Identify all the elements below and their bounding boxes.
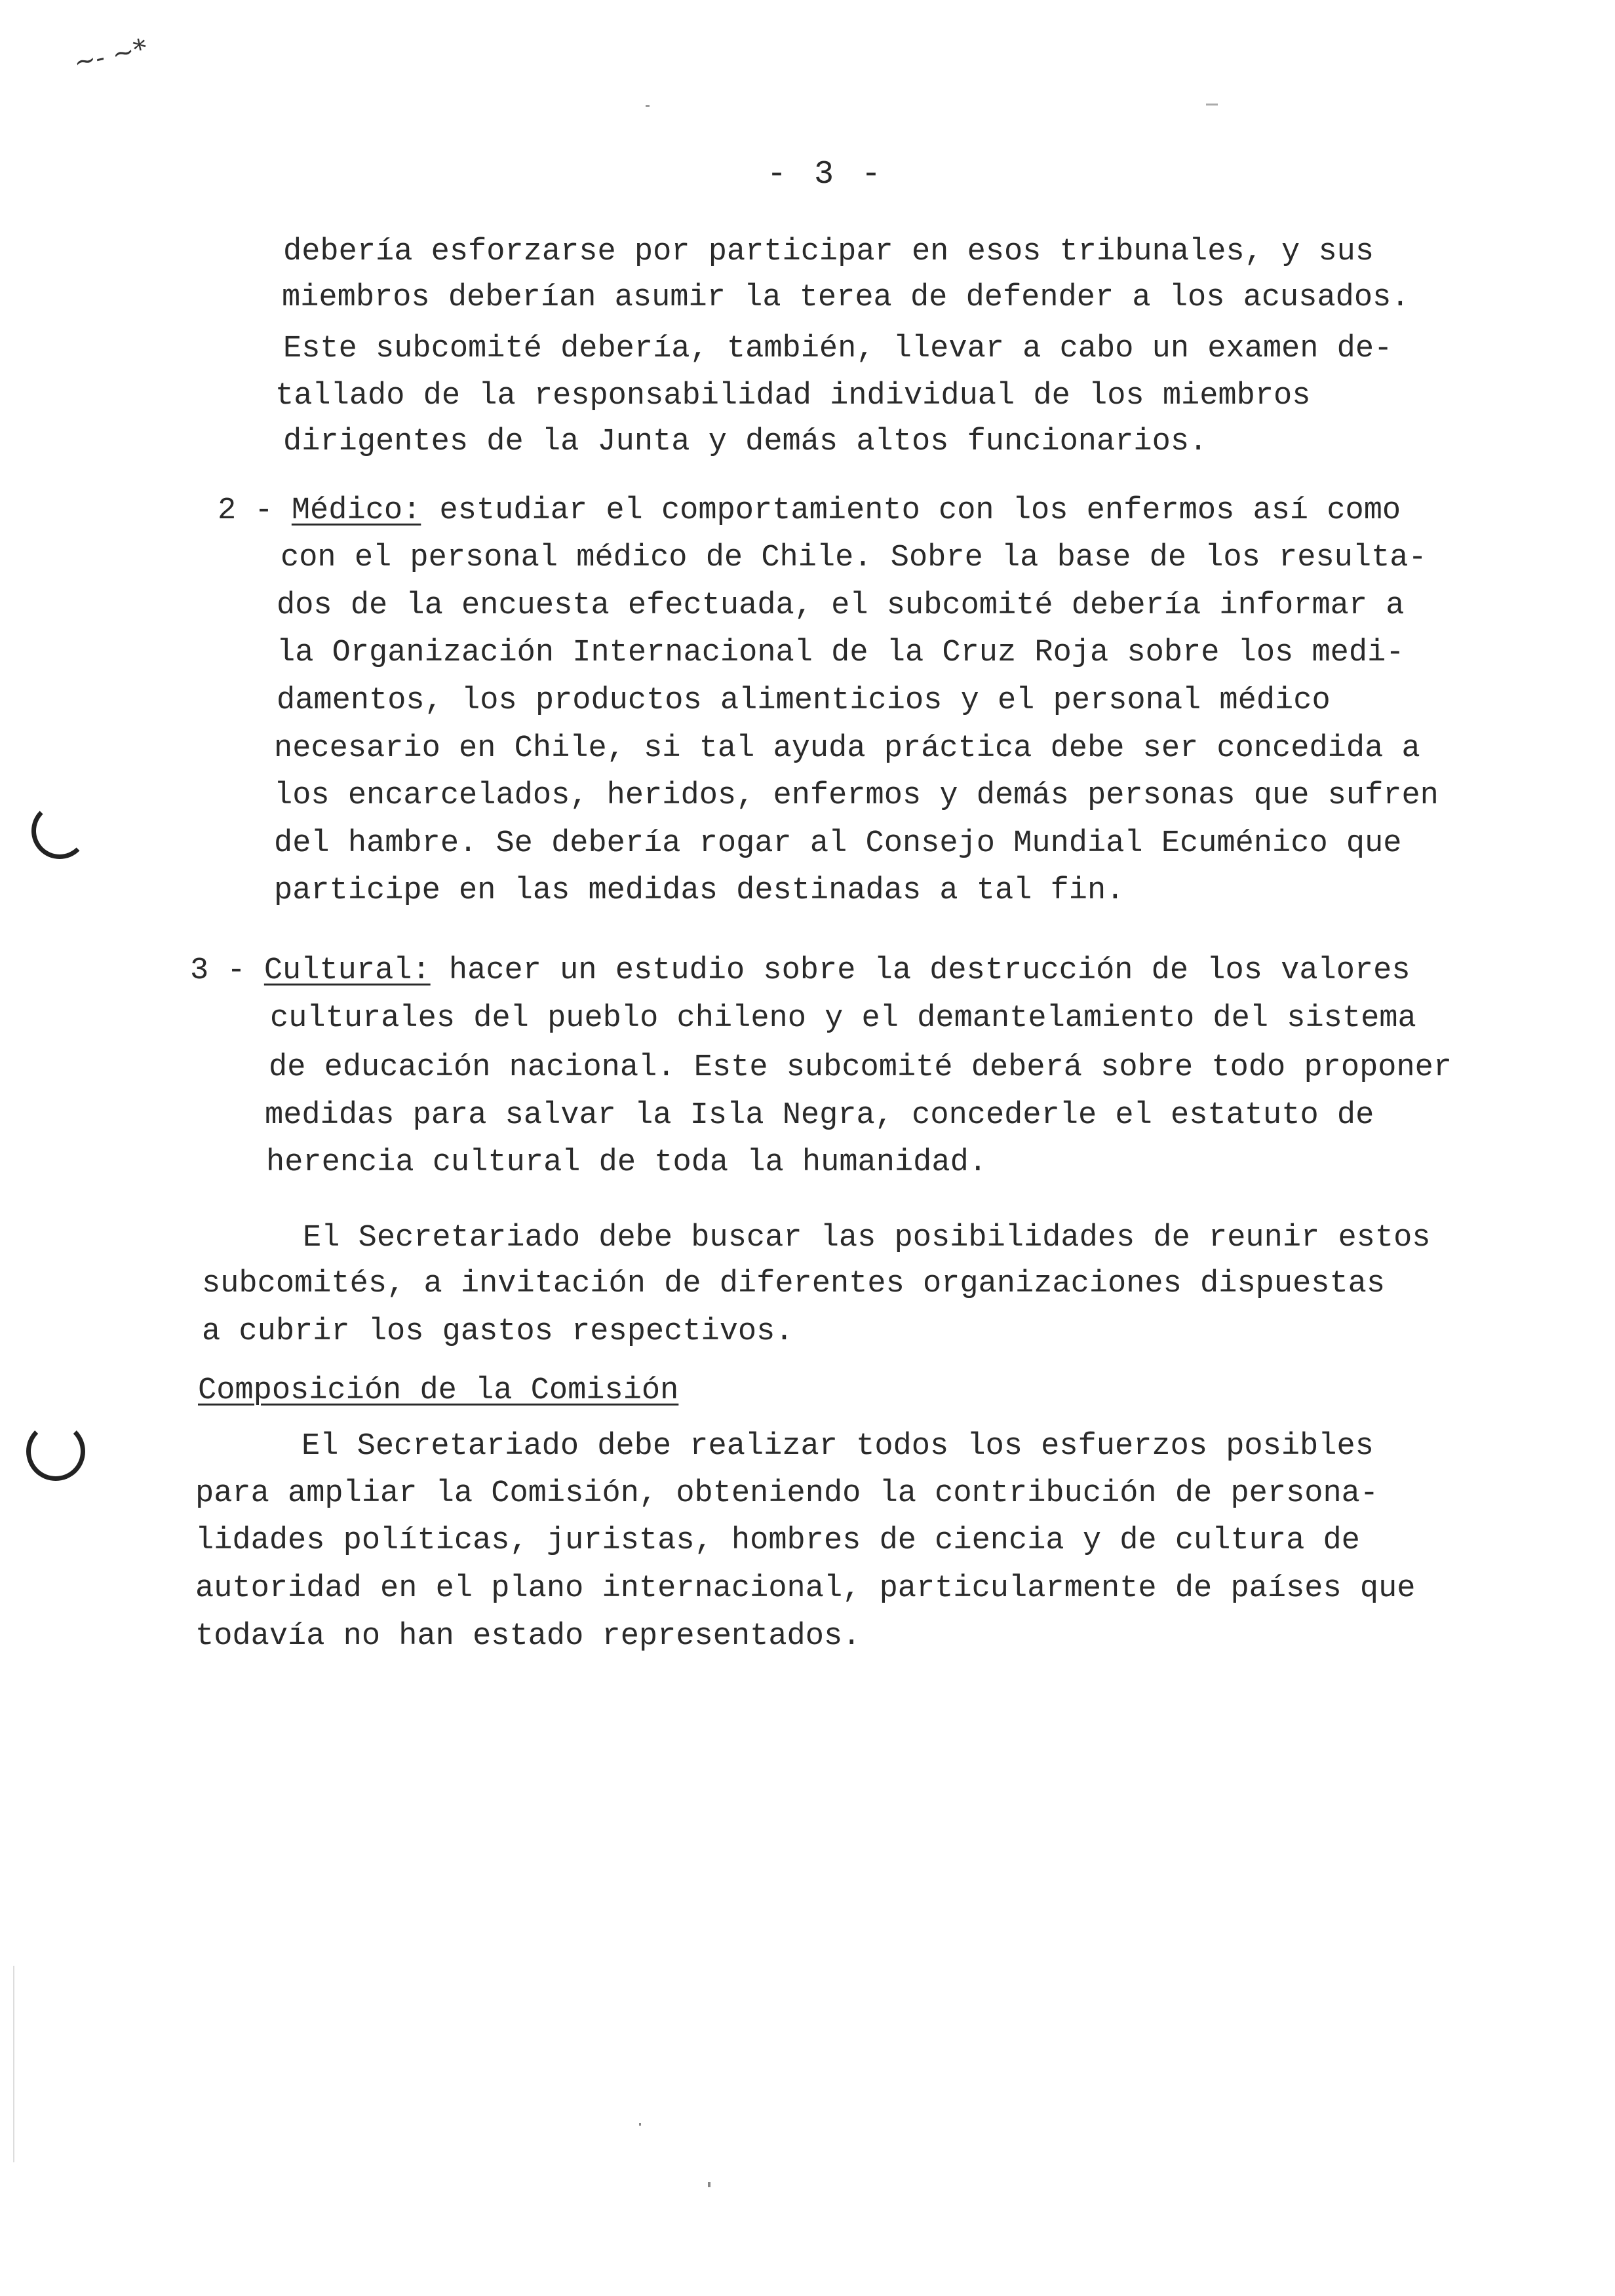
item-marker: 2 - xyxy=(218,493,273,528)
text-line: con el personal médico de Chile. Sobre la base de los resulta- xyxy=(281,541,1427,575)
text-line: culturales del pueblo chileno y el demantelamiento del sistema xyxy=(270,1001,1416,1036)
text-line: El Secretariado debe buscar las posibilidades de reunir estos xyxy=(303,1221,1431,1255)
speck xyxy=(1206,104,1218,105)
page-number: - 3 - xyxy=(767,156,885,193)
text-line: la Organización Internacional de la Cruz Roja sobre los medi- xyxy=(277,636,1405,670)
text-line: lidades políticas, juristas, hombres de ciencia y de cultura de xyxy=(195,1523,1360,1558)
item-marker: 3 - xyxy=(190,953,246,988)
punch-hole-mark xyxy=(31,803,88,859)
text-line: El Secretariado debe realizar todos los esfuerzos posibles xyxy=(302,1429,1374,1464)
text-line: medidas para salvar la Isla Negra, concederle el estatuto de xyxy=(265,1098,1374,1133)
text-line: para ampliar la Comisión, obteniendo la contribución de persona- xyxy=(195,1476,1379,1511)
item-first-line xyxy=(218,491,1401,531)
text-line: tallado de la responsabilidad individual de los miembros xyxy=(275,379,1311,413)
text-line: herencia cultural de toda la humanidad. xyxy=(266,1145,987,1180)
text-line: todavía no han estado representados. xyxy=(195,1619,861,1654)
item-heading: Médico: xyxy=(291,493,421,528)
text-line: miembros deberían asumir la terea de defender a los acusados. xyxy=(282,280,1410,315)
speck xyxy=(639,2123,641,2126)
text-line: del hambre. Se debería rogar al Consejo Mundial Ecuménico que xyxy=(274,826,1402,861)
text-line: autoridad en el plano internacional, particularmente de países que xyxy=(195,1571,1416,1606)
text-line: damentos, los productos alimenticios y el personal médico xyxy=(277,683,1331,718)
text-line: subcomités, a invitación de diferentes organizaciones dispuestas xyxy=(202,1267,1386,1301)
scan-edge-line xyxy=(13,1966,14,2162)
text-line: dirigentes de la Junta y demás altos funcionarios. xyxy=(283,425,1208,459)
text-line: dos de la encuesta efectuada, el subcomité debería informar a xyxy=(277,588,1405,623)
text-line: de educación nacional. Este subcomité deberá sobre todo proponer xyxy=(269,1050,1452,1085)
item-heading: Cultural: xyxy=(263,953,431,988)
speck xyxy=(646,105,650,107)
punch-hole-mark xyxy=(26,1422,85,1481)
text-line: participe en las medidas destinadas a tal fin. xyxy=(274,873,1125,908)
text-line: los encarcelados, heridos, enfermos y demás personas que sufren xyxy=(274,778,1439,813)
text-line: Este subcomité debería, también, llevar a cabo un examen de- xyxy=(283,332,1393,366)
text-line: debería esforzarse por participar en esos tribunales, y sus xyxy=(283,235,1374,269)
text-line: a cubrir los gastos respectivos. xyxy=(202,1314,794,1349)
text-line: necesario en Chile, si tal ayuda práctica debe ser concedida a xyxy=(274,731,1420,766)
section-heading: Composición de la Comisión xyxy=(198,1373,679,1408)
corner-scribble: ~- ~* xyxy=(71,33,150,79)
speck xyxy=(708,2182,710,2187)
item-first-line-text: estudiar el comportamiento con los enfermos así como xyxy=(439,493,1401,528)
item-first-line xyxy=(190,951,1411,991)
item-first-line-text: hacer un estudio sobre la destrucción de los valores xyxy=(448,953,1411,988)
